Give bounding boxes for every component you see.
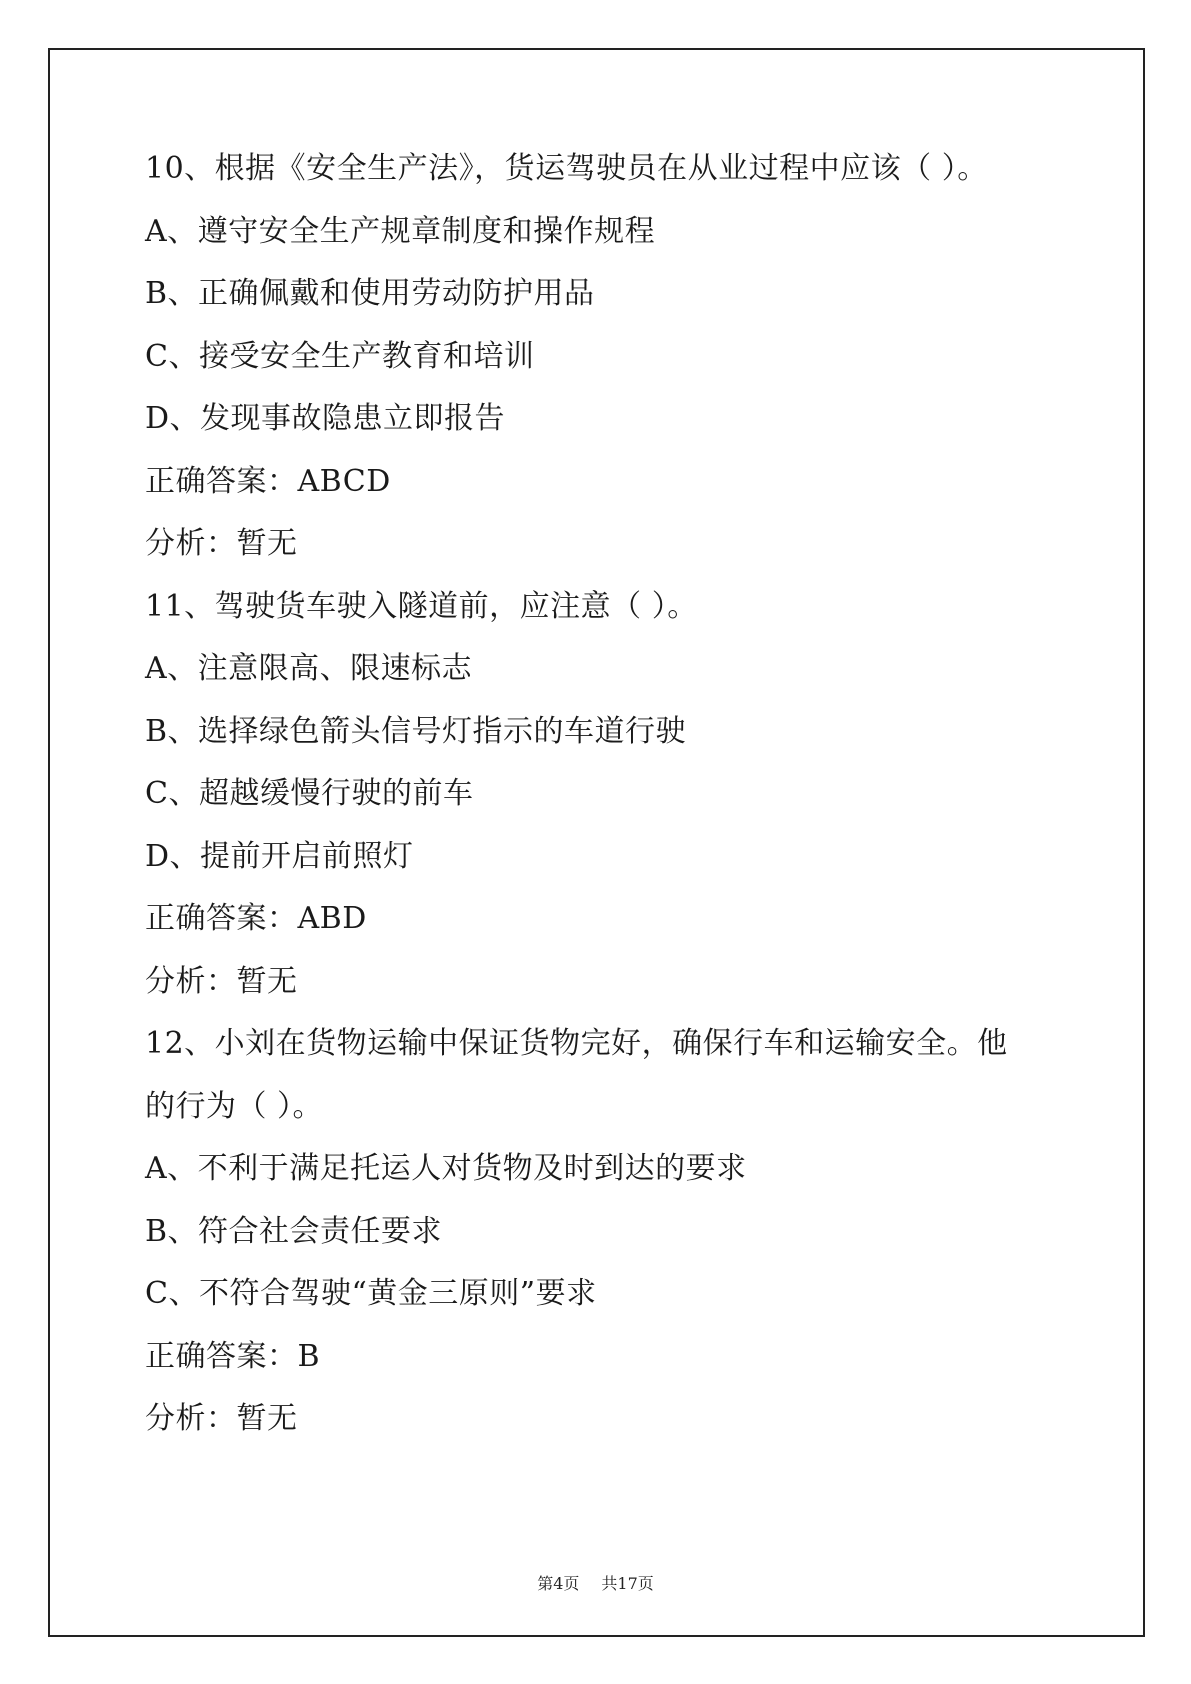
question-10-option-b: B、正确佩戴和使用劳动防护用品	[145, 276, 595, 311]
question-11-answer: 正确答案：ABD	[145, 901, 367, 936]
question-10-option-d: D、发现事故隐患立即报告	[145, 401, 506, 436]
question-12-option-c: C、不符合驾驶“黄金三原则”要求	[145, 1276, 597, 1311]
question-10-option-c: C、接受安全生产教育和培训	[145, 338, 535, 374]
question-12-stem-line1: 12、小刘在货物运输中保证货物完好，确保行车和运输安全。他	[145, 1026, 1008, 1061]
question-12-answer: 正确答案：B	[145, 1338, 321, 1374]
page-total: 共17页	[601, 1574, 654, 1593]
question-11-option-b: B、选择绿色箭头信号灯指示的车道行驶	[145, 713, 687, 749]
question-11-option-c: C、超越缓慢行驶的前车	[145, 776, 474, 811]
question-11-stem: 11、驾驶货车驶入隧道前，应注意（ ）。	[145, 588, 698, 624]
question-11-analysis: 分析：暂无	[145, 963, 298, 999]
question-12-stem-line2: 的行为（ ）。	[145, 1088, 324, 1124]
document-body	[145, 138, 1075, 1451]
question-10-analysis: 分析：暂无	[145, 526, 298, 561]
question-10-option-a: A、遵守安全生产规章制度和操作规程	[145, 213, 656, 249]
question-10-stem: 10、根据《安全生产法》，货运驾驶员在从业过程中应该（ ）。	[145, 151, 988, 186]
question-12-option-a: A、不利于满足托运人对货物及时到达的要求	[145, 1151, 747, 1186]
question-12-option-b: B、符合社会责任要求	[145, 1213, 443, 1249]
question-12-analysis: 分析：暂无	[145, 1401, 298, 1436]
question-11-option-d: D、提前开启前照灯	[145, 838, 414, 874]
page-number: 第4页	[537, 1574, 580, 1593]
question-10-answer: 正确答案：ABCD	[145, 463, 391, 499]
question-11-option-a: A、注意限高、限速标志	[145, 651, 473, 686]
page-footer	[0, 1571, 1191, 1594]
